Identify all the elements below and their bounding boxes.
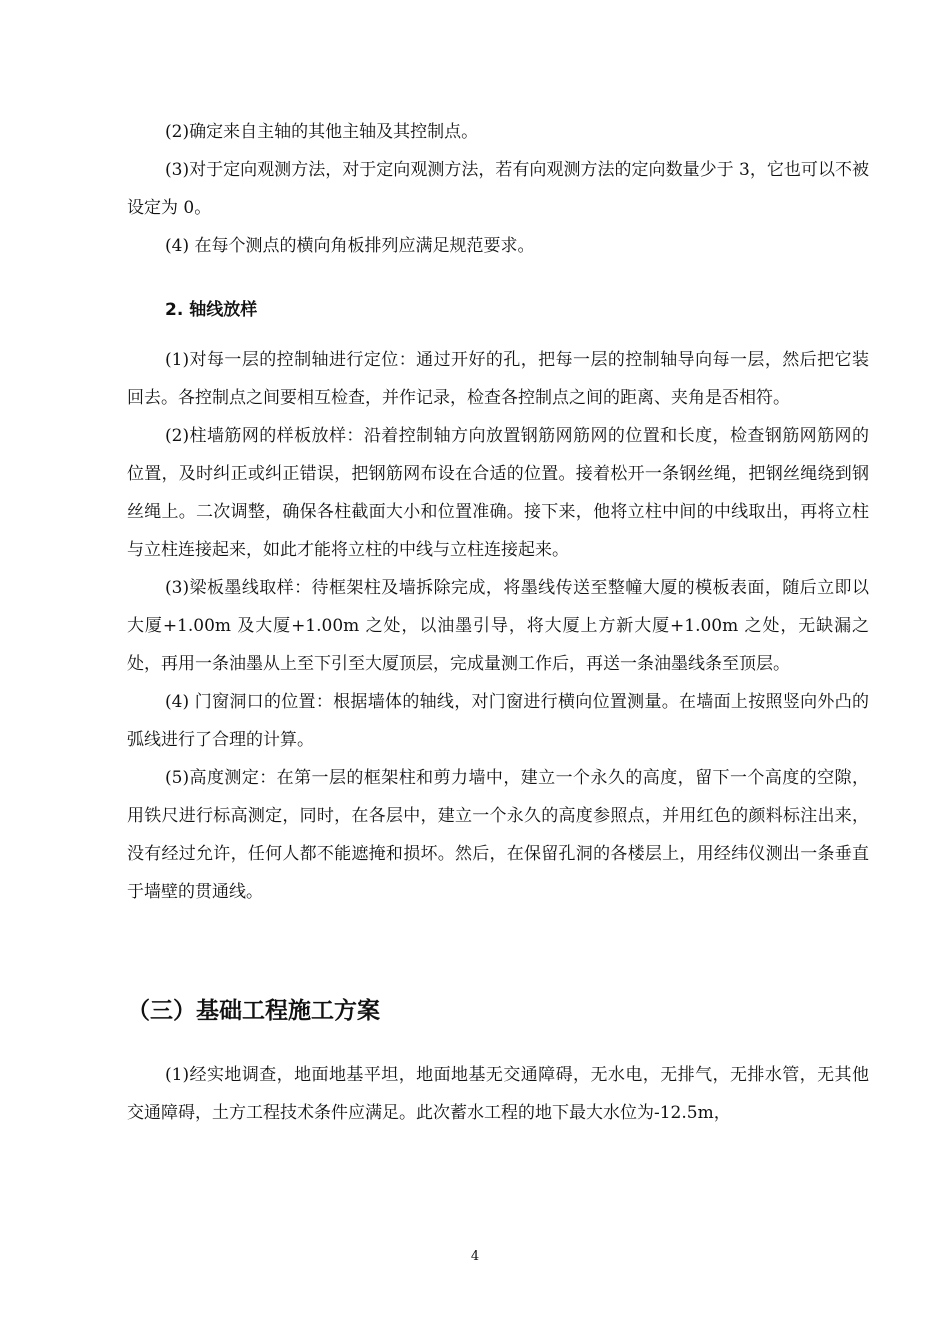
page-body: [127, 113, 869, 1132]
section-title-foundation: （三）基础工程施工方案: [127, 998, 380, 1024]
paragraph: (3)对于定向观测方法，对于定向观测方法，若有向观测方法的定向数量少于 3，它也可以不被设定为 0。: [127, 160, 869, 218]
paragraph: (1)对每一层的控制轴进行定位：通过开好的孔，把每一层的控制轴导向每一层，然后把它装回去。各控制点之间要相互检查，并作记录，检查各控制点之间的距离、夹角是否相符。: [127, 350, 869, 408]
paragraph: (2)确定来自主轴的其他主轴及其控制点。: [165, 122, 479, 142]
subheading-axis-layout: 2. 轴线放样: [165, 300, 258, 320]
paragraph: (2)柱墙筋网的样板放样：沿着控制轴方向放置钢筋网筋网的位置和长度，检查钢筋网筋网的位置，及时纠正或纠正错误，把钢筋网布设在合适的位置。接着松开一条钢丝绳，把钢丝绳绕到钢丝绳上。二次调整，确保各柱截面大小和位置准确。接下来，他将立柱中间的中线取出，再将立柱与立柱连接起来，如此才能将立柱的中线与立柱连接起来。: [127, 426, 869, 560]
paragraph: (3)梁板墨线取样：待框架柱及墙拆除完成，将墨线传送至整幢大厦的模板表面，随后立即以大厦+1.00m 及大厦+1.00m 之处，以油墨引导，将大厦上方新大厦+1.00m 之处，无缺漏之处，再用一条油墨从上至下引至大厦顶层，完成量测工作后，再送一条油墨线条至顶层。: [127, 578, 869, 674]
paragraph: (1)经实地调查，地面地基平坦，地面地基无交通障碍，无水电，无排气，无排水管，无其他交通障碍，土方工程技术条件应满足。此次蓄水工程的地下最大水位为-12.5m，: [127, 1065, 869, 1123]
paragraph: (5)高度测定：在第一层的框架柱和剪力墙中，建立一个永久的高度，留下一个高度的空隙，用铁尺进行标高测定，同时，在各层中，建立一个永久的高度参照点，并用红色的颜料标注出来，没有经过允许，任何人都不能遮掩和损坏。然后，在保留孔洞的各楼层上，用经纬仪测出一条垂直于墙壁的贯通线。: [127, 768, 869, 902]
paragraph: (4) 在每个测点的横向角板排列应满足规范要求。: [165, 236, 535, 256]
paragraph: (4) 门窗洞口的位置：根据墙体的轴线，对门窗进行横向位置测量。在墙面上按照竖向外凸的弧线进行了合理的计算。: [127, 692, 869, 750]
page-number: 4: [470, 1249, 480, 1264]
